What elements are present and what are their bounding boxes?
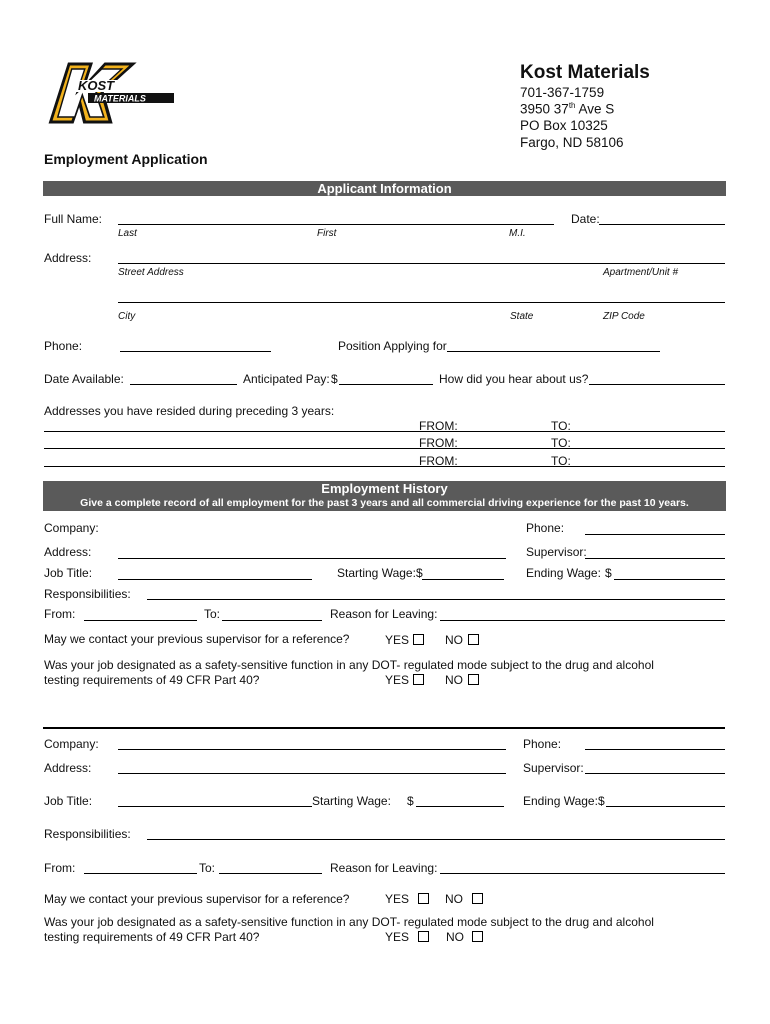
apartment-unit-caption: Apartment/Unit #	[603, 267, 679, 278]
employer1-job-title-label: Job Title:	[44, 566, 93, 580]
employer-separator	[43, 727, 725, 729]
employer2-contact-no-label: NO	[445, 892, 463, 906]
company-po-box: PO Box 10325	[520, 118, 608, 133]
employer1-contact-yes-label: YES	[385, 633, 410, 647]
employer1-phone-field[interactable]	[585, 534, 725, 535]
employer2-dot-question-line1: Was your job designated as a safety-sensitive function in any DOT- regulated mode subject to the drug and alcohol	[44, 915, 654, 929]
employer2-job-title-field[interactable]	[118, 806, 312, 807]
resided-from-label-1: FROM:	[419, 419, 458, 433]
resided-address-field-1[interactable]	[44, 431, 725, 432]
company-city-state-zip: Fargo, ND 58106	[520, 135, 624, 150]
employer1-ending-wage-dollar: $	[605, 566, 612, 580]
employer1-from-field[interactable]	[84, 620, 197, 621]
employer1-starting-wage-label: Starting Wage:$	[337, 566, 423, 580]
city-state-zip-field[interactable]	[118, 302, 725, 303]
employer1-reason-label: Reason for Leaving:	[330, 607, 438, 621]
position-label: Position Applying for	[338, 339, 447, 353]
document-title: Employment Application	[44, 151, 208, 167]
kost-materials-logo	[44, 60, 176, 130]
city-caption: City	[118, 311, 136, 322]
svg-text:MATERIALS: MATERIALS	[94, 93, 146, 104]
employer2-starting-wage-field[interactable]	[416, 806, 504, 807]
applicant-information-header: Applicant Information	[43, 181, 726, 196]
employer1-from-label: From:	[44, 607, 76, 621]
resided-address-field-2[interactable]	[44, 448, 725, 449]
street-address-field[interactable]	[118, 263, 725, 264]
employer2-from-label: From:	[44, 861, 76, 875]
employer2-reason-field[interactable]	[440, 873, 725, 874]
employer1-dot-yes-checkbox[interactable]	[413, 674, 424, 685]
resided-from-label-3: FROM:	[419, 454, 458, 468]
employer2-ending-wage-label: Ending Wage:$	[523, 794, 605, 808]
employer2-job-title-label: Job Title:	[44, 794, 93, 808]
employer2-dot-no-checkbox[interactable]	[472, 931, 483, 942]
employer2-dot-question-line2: testing requirements of 49 CFR Part 40?	[44, 930, 260, 944]
addresses-resided-label: Addresses you have resided during preceding 3 years:	[44, 404, 335, 418]
employment-history-instructions: Give a complete record of all employment for the past 3 years and all commercial driving experience for the past 10 years.	[80, 497, 689, 509]
employer1-phone-label: Phone:	[526, 521, 565, 535]
employer1-job-title-field[interactable]	[118, 579, 312, 580]
employer1-responsibilities-field[interactable]	[147, 599, 725, 600]
employer2-dot-yes-label: YES	[385, 930, 410, 944]
employer1-contact-yes-checkbox[interactable]	[413, 634, 424, 645]
employer1-to-field[interactable]	[222, 620, 322, 621]
employer2-ending-wage-field[interactable]	[606, 806, 725, 807]
employer1-address-field[interactable]	[118, 558, 506, 559]
employment-history-header	[43, 481, 726, 511]
employer1-dot-question-line1: Was your job designated as a safety-sensitive function in any DOT- regulated mode subject to the drug and alcohol	[44, 658, 654, 672]
employer2-to-field[interactable]	[219, 873, 322, 874]
employer1-ending-wage-label: Ending Wage:	[526, 566, 601, 580]
employer2-phone-label: Phone:	[523, 737, 562, 751]
date-label: Date:	[571, 212, 600, 226]
anticipated-pay-label: Anticipated Pay:	[243, 372, 330, 386]
employer1-contact-no-checkbox[interactable]	[468, 634, 479, 645]
street-address-caption: Street Address	[118, 267, 184, 278]
full-name-label: Full Name:	[44, 212, 103, 226]
employer2-starting-wage-label: Starting Wage:	[312, 794, 391, 808]
resided-to-label-2: TO:	[551, 436, 571, 450]
employer2-contact-yes-checkbox[interactable]	[418, 893, 429, 904]
date-available-field[interactable]	[130, 384, 237, 385]
employer2-supervisor-field[interactable]	[585, 773, 725, 774]
first-name-caption: First	[317, 228, 337, 239]
middle-initial-caption: M.I.	[509, 228, 526, 239]
employer2-responsibilities-label: Responsibilities:	[44, 827, 131, 841]
employer1-address-label: Address:	[44, 545, 92, 559]
employer2-starting-wage-dollar: $	[407, 794, 414, 808]
employer1-company-label: Company:	[44, 521, 99, 535]
employer2-contact-question: May we contact your previous supervisor for a reference?	[44, 892, 350, 906]
resided-to-label-3: TO:	[551, 454, 571, 468]
employer1-ending-wage-field[interactable]	[614, 579, 725, 580]
full-name-field[interactable]	[118, 224, 554, 225]
how-hear-label: How did you hear about us?	[439, 372, 589, 386]
employer1-supervisor-field[interactable]	[585, 558, 725, 559]
company-address: 3950 37th Ave S	[520, 101, 615, 117]
employer1-starting-wage-field[interactable]	[422, 579, 504, 580]
employer2-contact-no-checkbox[interactable]	[472, 893, 483, 904]
employer2-from-field[interactable]	[84, 873, 197, 874]
employer2-phone-field[interactable]	[585, 749, 725, 750]
employer1-dot-no-checkbox[interactable]	[468, 674, 479, 685]
resided-from-label-2: FROM:	[419, 436, 458, 450]
employer2-dot-no-label: NO	[446, 930, 464, 944]
address-label: Address:	[44, 251, 92, 265]
employer2-address-label: Address:	[44, 761, 92, 775]
employer2-contact-yes-label: YES	[385, 892, 410, 906]
last-name-caption: Last	[118, 228, 137, 239]
zip-caption: ZIP Code	[603, 311, 645, 322]
employer2-supervisor-label: Supervisor:	[523, 761, 584, 775]
employment-history-title: Employment History	[321, 481, 448, 496]
employer2-company-field[interactable]	[118, 749, 506, 750]
employer1-to-label: To:	[204, 607, 221, 621]
employer2-company-label: Company:	[44, 737, 99, 751]
date-available-label: Date Available:	[44, 372, 124, 386]
company-phone: 701-367-1759	[520, 85, 605, 100]
employer2-dot-yes-checkbox[interactable]	[418, 931, 429, 942]
employer2-address-field[interactable]	[118, 773, 506, 774]
resided-address-field-3[interactable]	[44, 466, 725, 467]
employer1-responsibilities-label: Responsibilities:	[44, 587, 131, 601]
how-hear-field[interactable]	[589, 384, 725, 385]
employer1-reason-field[interactable]	[440, 620, 725, 621]
employer1-dot-no-label: NO	[445, 673, 463, 687]
svg-text:KOST: KOST	[78, 78, 115, 93]
anticipated-pay-dollar: $	[331, 372, 338, 386]
employer1-dot-yes-label: YES	[385, 673, 410, 687]
date-field[interactable]	[599, 224, 725, 225]
resided-to-label-1: TO:	[551, 419, 571, 433]
employer1-supervisor-label: Supervisor:	[526, 545, 587, 559]
position-field[interactable]	[447, 351, 660, 352]
employer1-dot-question-line2: testing requirements of 49 CFR Part 40?	[44, 673, 260, 687]
employer2-to-label: To:	[199, 861, 216, 875]
employer1-contact-no-label: NO	[445, 633, 463, 647]
employer2-responsibilities-field[interactable]	[147, 839, 725, 840]
anticipated-pay-field[interactable]	[339, 384, 433, 385]
phone-field[interactable]	[120, 351, 271, 352]
state-caption: State	[510, 311, 534, 322]
employer1-contact-question: May we contact your previous supervisor for a reference?	[44, 632, 350, 646]
company-name: Kost Materials	[520, 62, 650, 83]
employer2-reason-label: Reason for Leaving:	[330, 861, 438, 875]
phone-label: Phone:	[44, 339, 83, 353]
